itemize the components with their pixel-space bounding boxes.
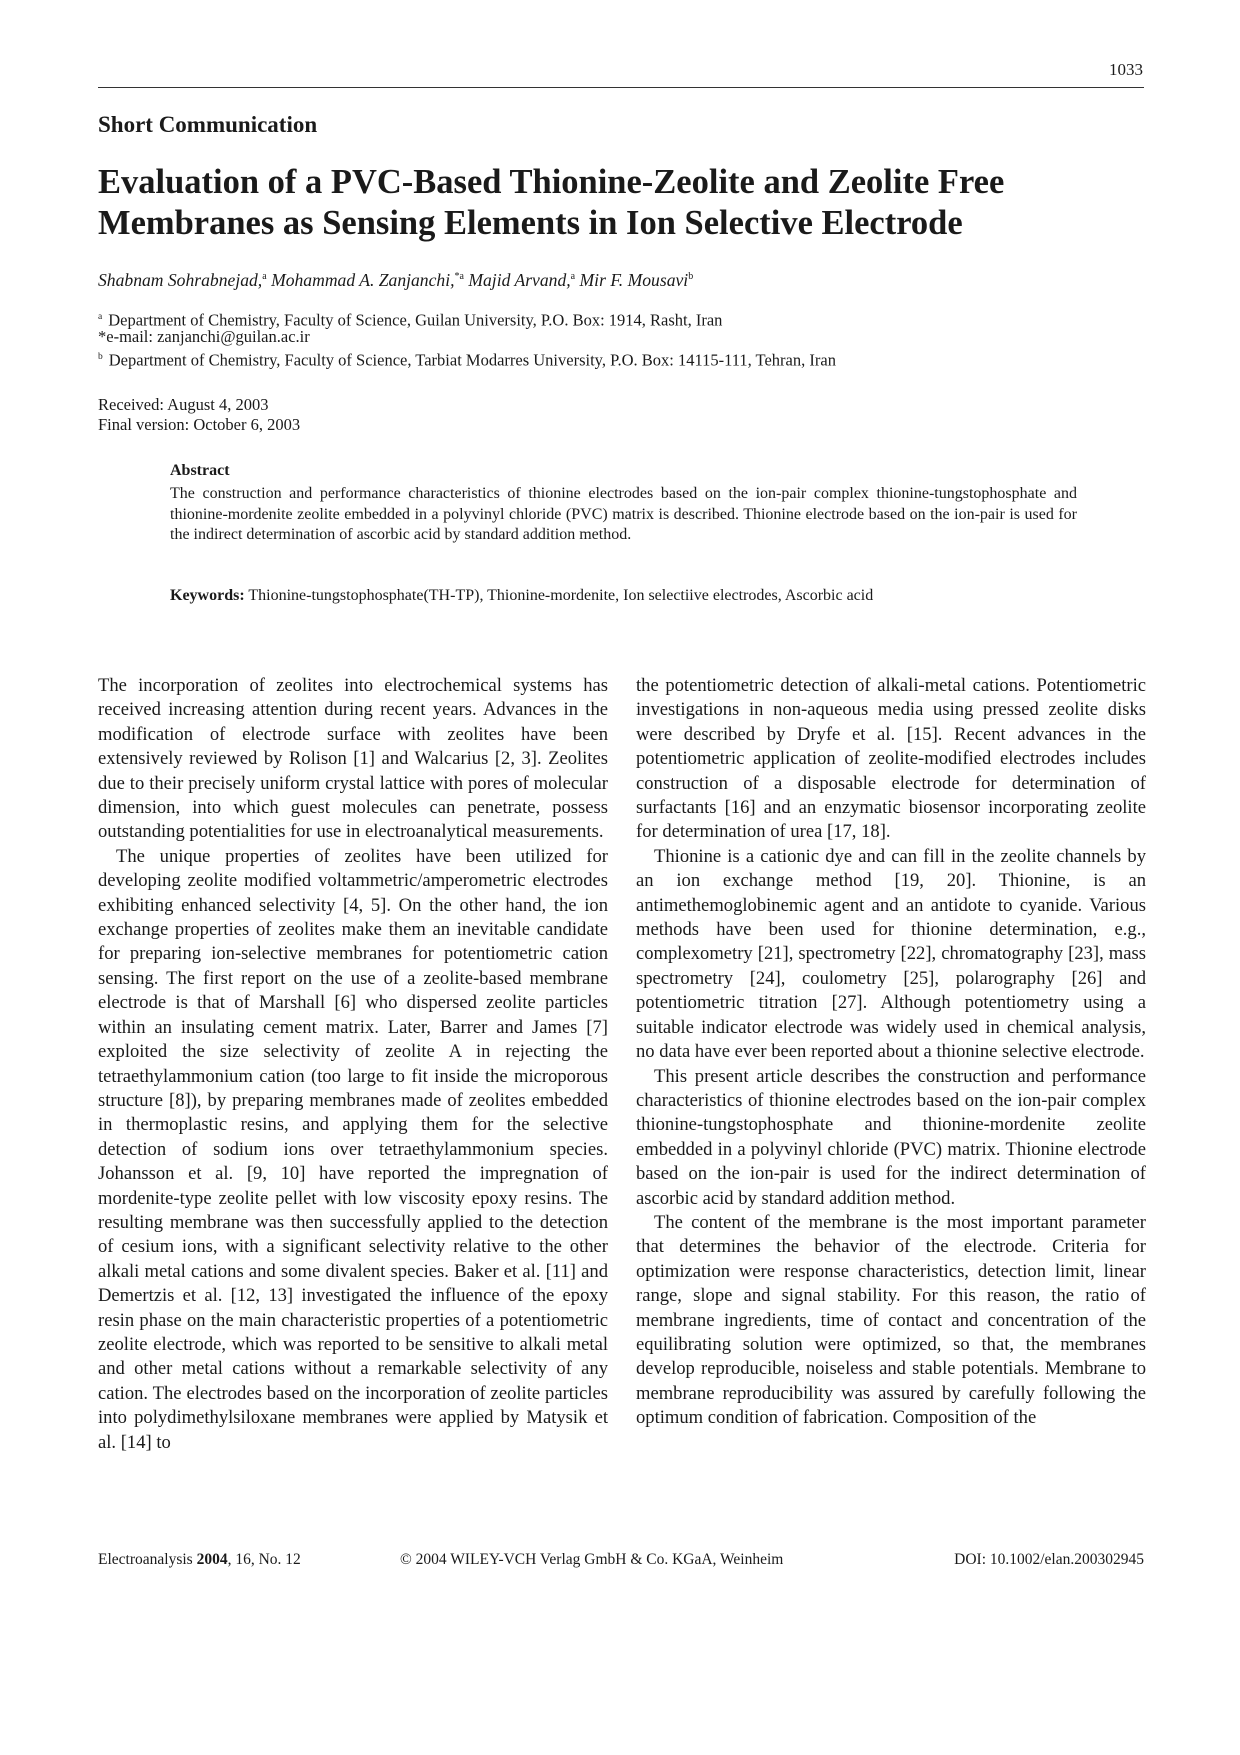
body-column-left [98,674,608,1455]
abstract-heading: Abstract [170,462,230,479]
body-paragraph: The content of the membrane is the most important parameter that determines the behavior of the electrode. Criteria for optimization were response characteristics, detection limit, linear range, slope and signal stability. For this reason, the ratio of membrane ingredients, time of contact and concentration of the equilibrating solution were optimized, so that, the membranes develop reproducible, noiseless and stable potentials. Membrane to membrane reproducibility was assured by carefully following the optimum condition of fabrication. Composition of the [636,1211,1146,1429]
paper-title [98,162,1158,244]
footer-journal [98,1551,301,1569]
manuscript-dates [98,395,300,435]
contact-email: *e-mail: zanjanchi@guilan.ac.ir [98,327,310,346]
affiliation-text: Department of Chemistry, Faculty of Science, Guilan University, P.O. Box: 1914, Rasht, Iran [108,310,723,330]
received-date: Received: August 4, 2003 [98,395,269,414]
journal-volume: , 16, No. 12 [227,1551,301,1568]
title-line-2: Membranes as Sensing Elements in Ion Selective Electrode [98,204,963,242]
journal-year: 2004 [196,1551,228,1568]
keywords [170,587,873,605]
author-name: Shabnam Sohrabnejad, [98,270,263,290]
section-label: Short Communication [98,112,318,137]
body-paragraph: The unique properties of zeolites have been utilized for developing zeolite modified voltammetric/amperometric electrodes exhibiting enhanced selectivity [4, 5]. On the other hand, the ion exchange properties of zeolites make them an inevitable candidate for preparing ion-selective membranes for potentiometric cation sensing. The first report on the use of a zeolite-based membrane electrode is that of Marshall [6] who dispersed zeolite particles within an insulating cement matrix. Later, Barrer and James [7] exploited the size selectivity of zeolite A in rejecting the tetraethylammonium cation (too large to fit inside the microporous structure [8]), by preparing membranes made of zeolites embedded in thermoplastic resins, and applying them for the selective detection of sodium ions over tetraethylammonium species. Johansson et al. [9, 10] have reported the impregnation of mordenite-type zeolite pellet with low viscosity epoxy resins. The resulting membrane was then successfully applied to the detection of cesium ions, with a significant selectivity relative to the other alkali metal cations and some divalent species. Baker et al. [11] and Demertzis et al. [12, 13] investigated the influence of the epoxy resin phase on the main characteristic properties of a potentiometric zeolite electrode, which was reported to be sensitive to alkali metal and other metal cations without a remarkable selectivity of any cation. The electrodes based on the incorporation of zeolite particles into polydimethylsiloxane membranes were applied by Matysik et al. [14] to [98,845,608,1453]
title-line-1: Evaluation of a PVC-Based Thionine-Zeolite and Zeolite Free [98,163,1005,201]
author-name: Mohammad A. Zanjanchi, [271,270,455,290]
footer-copyright: © 2004 WILEY-VCH Verlag GmbH & Co. KGaA, Weinheim [400,1551,784,1568]
author-name: Mir F. Mousavi [579,270,689,290]
footer-doi: DOI: 10.1002/elan.200302945 [954,1551,1144,1568]
page-number: 1033 [1109,60,1143,79]
author-affiliation-mark: a [262,271,267,283]
author-affiliation-mark: a [570,271,576,283]
body-paragraph: Thionine is a cationic dye and can fill in the zeolite channels by an ion exchange method [19, 20]. Thionine, is an antimethemoglobinemic agent and an antidote to cyanide. Various methods have been used for thionine determination, e.g., complexometry [21], spectrometry [22], chromatography [23], mass spectrometry [24], coulometry [25], polarography [26] and potentiometric titration [27]. Although potentiometry using a suitable indicator electrode was widely used in chemical analysis, no data have ever been reported about a thionine selective electrode. [636,845,1146,1063]
body-column-right [636,674,1146,1431]
header-rule [98,87,1144,88]
affiliation-mark: a [98,312,103,322]
body-paragraph: This present article describes the construction and performance characteristics of thionine electrodes based on the ion-pair complex thionine-tungstophosphate and thionine-mordenite zeolite embedded in a polyvinyl chloride (PVC) matrix. Thionine electrode based on the ion-pair is used for the indirect determination of ascorbic acid by standard addition method. [636,1065,1146,1209]
author-affiliation-mark: *a [454,271,464,283]
affiliation-text: Department of Chemistry, Faculty of Science, Tarbiat Modarres University, P.O. Box: 14115-111, Tehran, Iran [108,350,836,370]
keywords-text: Thionine-tungstophosphate(TH-TP), Thionine-mordenite, Ion selectiive electrodes, Ascorbic acid [244,587,874,604]
author-list [98,270,693,291]
keywords-label: Keywords: [170,587,245,604]
body-paragraph: The incorporation of zeolites into electrochemical systems has received increasing attention during recent years. Advances in the modification of electrode surface with zeolites have been extensively reviewed by Rolison [1] and Walcarius [2, 3]. Zeolites due to their precisely uniform crystal lattice with pores of molecular dimension, into which guest molecules can penetrate, possess outstanding potentialities for use in electroanalytical measurements. [98,675,608,843]
final-version-date: Final version: October 6, 2003 [98,415,301,434]
affiliation-mark: b [98,352,103,362]
journal-name: Electroanalysis [98,1551,197,1568]
abstract-text: The construction and performance characteristics of thionine electrodes based on the ion-pair complex thionine-tungstophosphate and thionine-mordenite zeolite embedded in a polyvinyl chloride (PVC) matrix is described. Thionine electrode based on the ion-pair is used for the indirect determination of ascorbic acid by standard addition method. [170,485,1077,543]
body-paragraph: the potentiometric detection of alkali-metal cations. Potentiometric investigations in non-aqueous media using pressed zeolite disks were described by Dryfe et al. [15]. Recent advances in the potentiometric application of zeolite-modified electrodes includes construction of a disposable electrode for determination of surfactants [16] and an enzymatic biosensor incorporating zeolite for determination of urea [17, 18]. [636,675,1146,843]
author-affiliation-mark: b [688,271,694,283]
affiliation-b [98,347,836,371]
author-name: Majid Arvand, [468,270,571,290]
